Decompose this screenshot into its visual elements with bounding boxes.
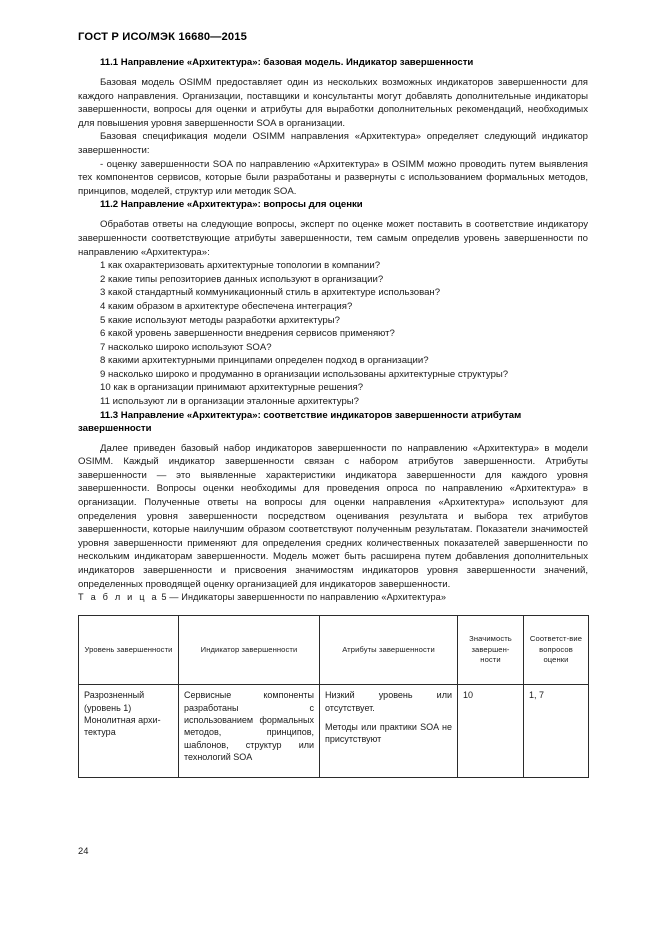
- cell-significance: 10: [458, 685, 524, 778]
- list-item: 2 какие типы репозиториев данных используют в организации?: [100, 273, 384, 285]
- list-item: 6 какой уровень завершенности внедрения сервисов применяют?: [100, 328, 395, 340]
- column-header-attributes: Атрибуты завершенности: [320, 616, 458, 685]
- document-body: [78, 56, 588, 778]
- paragraph-11-1-3: - оценку завершенности SOA по направлению «Архитектура» в OSIMM можно проводить путем выявления тех компонентов сервисов, которые были разработаны и развернуты с использованием формальных методов, принципов, моделей, структур или методик SOA.: [78, 158, 588, 197]
- heading-11-3: 11.3 Направление «Архитектура»: соответствие индикаторов завершенности атрибутам завершенности: [78, 409, 522, 434]
- heading-11-1: 11.1 Направление «Архитектура»: базовая модель. Индикатор завершенности: [100, 57, 474, 68]
- column-header-significance: Значимость завершен-ности: [458, 616, 524, 685]
- page-number: 24: [78, 845, 89, 856]
- cell-questions: 1, 7: [524, 685, 589, 778]
- cell-attributes: [320, 685, 458, 778]
- column-header-questions: Соответст-вие вопросов оценки: [524, 616, 589, 685]
- heading-11-2: 11.2 Направление «Архитектура»: вопросы для оценки: [100, 199, 363, 211]
- paragraph-11-2-1: Обработав ответы на следующие вопросы, эксперт по оценке может поставить в соответствие индикатору завершенности соответствующие атрибуты завершенности, тем самым определив уровень завершенности по направлению «Архитектура»:: [78, 219, 588, 258]
- assessment-question-list: [78, 259, 588, 409]
- list-item: 8 какими архитектурными принципами определен подход в организации?: [100, 355, 429, 367]
- list-item: 10 как в организации принимают архитектурные решения?: [100, 382, 364, 394]
- list-item: 11 используют ли в организации эталонные архитектуры?: [100, 396, 360, 408]
- list-item: 1 как охарактеризовать архитектурные топологии в компании?: [100, 260, 381, 272]
- table-caption-number: 5: [161, 592, 167, 603]
- list-item: 3 какой стандартный коммуникационный стиль в архитектуре использован?: [100, 287, 441, 299]
- paragraph-11-1-1: Базовая модель OSIMM предоставляет один из нескольких возможных индикаторов завершенности для каждого направления. Организации, поставщики и консультанты могут добавлять дополнительные индикаторы завершенности, вопросы для оценки и атрибуты для выработки дополнительных рекомендаций, необходимых для повышения уровня завершенности SOA в организации.: [78, 77, 588, 129]
- list-item: 5 какие используют методы разработки архитектуры?: [100, 314, 340, 326]
- column-header-level: Уровень завершенности: [79, 616, 179, 685]
- table-caption-label: Т а б л и ц а: [78, 592, 159, 603]
- column-header-indicator: Индикатор завершенности: [179, 616, 320, 685]
- cell-level: Разрозненный (уровень 1) Монолитная архи-тектура: [79, 685, 179, 778]
- table-row: [79, 685, 589, 778]
- cell-attributes-line-1: Низкий уровень или отсутствует.: [325, 690, 452, 713]
- table-caption: [78, 591, 588, 604]
- maturity-indicators-table: [78, 615, 589, 778]
- list-item: 4 каким образом в архитектуре обеспечена интеграция?: [100, 300, 353, 312]
- paragraph-11-1-2: Базовая спецификация модели OSIMM направления «Архитектура» определяет следующий индикатор завершенности:: [78, 131, 588, 156]
- cell-attributes-line-2: Методы или практики SOA не присутствуют: [325, 722, 452, 745]
- table-header-row: [79, 616, 589, 685]
- paragraph-11-3-1: Далее приведен базовый набор индикаторов завершенности по направлению «Архитектура» в модели OSIMM. Каждый индикатор завершенности связан с набором атрибутов завершенности. Атрибуты завершенности — это выявленные характеристики индикатора завершенности для каждого уровня завершенности. Вопросы оценки необходимы для проведения опроса по направлению «Архитектура» в организации. Полученные ответы на вопросы для оценки направления «Архитектура» используют для определения уровня завершенности посредством оценивания результата и выбора тех атрибутов завершенности, которые наилучшим образом соответствуют полученным результатам. Показатели значимостей уровня завершенности применяют для определения средних количественных показателей завершенности по нескольким индикаторам завершенности. Модель может быть расширена путем добавления дополнительных индикаторов завершенности и присвоения значимостям индикаторов уровня завершенности значений, определенных проводящей оценку организацией для индикаторов завершенности.: [78, 442, 588, 590]
- table-caption-text: — Индикаторы завершенности по направлению «Архитектура»: [169, 592, 447, 603]
- document-header-title: ГОСТ Р ИСО/МЭК 16680—2015: [78, 31, 248, 43]
- list-item: 9 насколько широко и продуманно в организации использованы архитектурные структуры?: [100, 368, 509, 380]
- list-item: 7 насколько широко используют SOA?: [100, 341, 272, 353]
- cell-indicator: Сервисные компоненты разработаны с использованием формальных методов, принципов, шаблонов, структур или технологий SOA: [179, 685, 320, 778]
